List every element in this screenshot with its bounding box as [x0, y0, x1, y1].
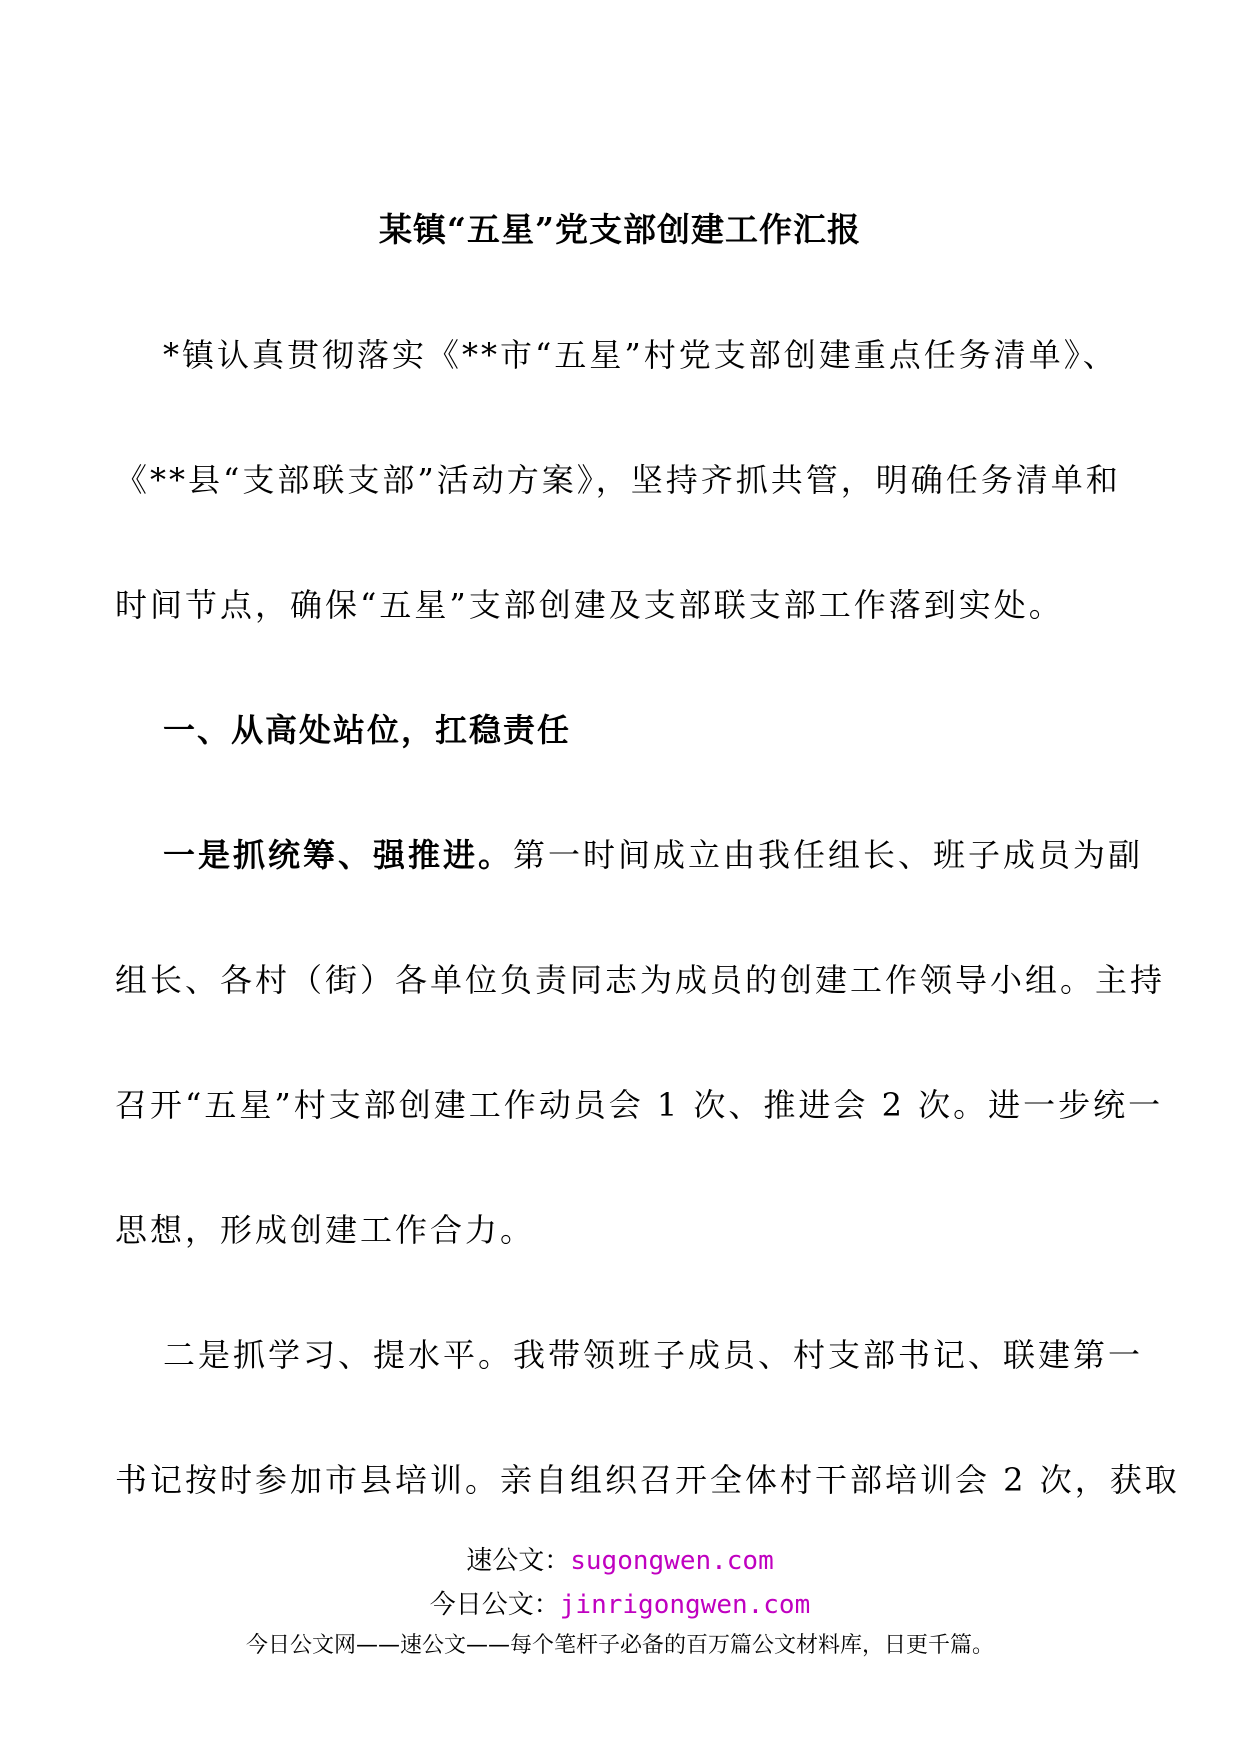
footer-site-1-link[interactable]: sugongwen.com [570, 1546, 774, 1576]
paragraph-2-line-2: 组长、各村（街）各单位负责同志为成员的创建工作领导小组。主持 [115, 961, 1166, 999]
paragraph-2-lead: 一是抓统筹、强推进。 [163, 836, 514, 874]
paragraph-1-line-2: 《**县“支部联支部”活动方案》，坚持齐抓共管，明确任务清单和 [115, 461, 1121, 499]
paragraph-1-line-1: *镇认真贯彻落实《**市“五星”村党支部创建重点任务清单》、 [163, 336, 1118, 374]
paragraph-2-line-1-text: 第一时间成立由我任组长、班子成员为副 [513, 836, 1144, 874]
footer-site-2-label: 今日公文： [429, 1590, 560, 1620]
paragraph-2-line-1 [163, 830, 1144, 876]
paragraph-2-line-3: 召开“五星”村支部创建工作动员会 1 次、推进会 2 次。进一步统一 [115, 1086, 1164, 1124]
document-title: 某镇“五星”党支部创建工作汇报 [379, 210, 861, 249]
footer-tagline: 今日公文网——速公文——每个笔杆子必备的百万篇公文材料库，日更千篇。 [245, 1633, 994, 1658]
footer-site-2 [0, 1584, 1240, 1621]
paragraph-3-line-1: 二是抓学习、提水平。我带领班子成员、村支部书记、联建第一 [163, 1336, 1144, 1374]
footer-site-1-label: 速公文： [466, 1546, 571, 1576]
footer-site-1 [0, 1540, 1240, 1577]
paragraph-3-line-2: 书记按时参加市县培训。亲自组织召开全体村干部培训会 2 次，获取 [115, 1461, 1180, 1499]
paragraph-1-line-3: 时间节点，确保“五星”支部创建及支部联支部工作落到实处。 [115, 586, 1064, 624]
paragraph-2-line-4: 思想，形成创建工作合力。 [115, 1211, 536, 1249]
section-1-heading: 一、从高处站位，扛稳责任 [163, 711, 572, 749]
footer-site-2-link[interactable]: jinrigongwen.com [559, 1590, 811, 1620]
